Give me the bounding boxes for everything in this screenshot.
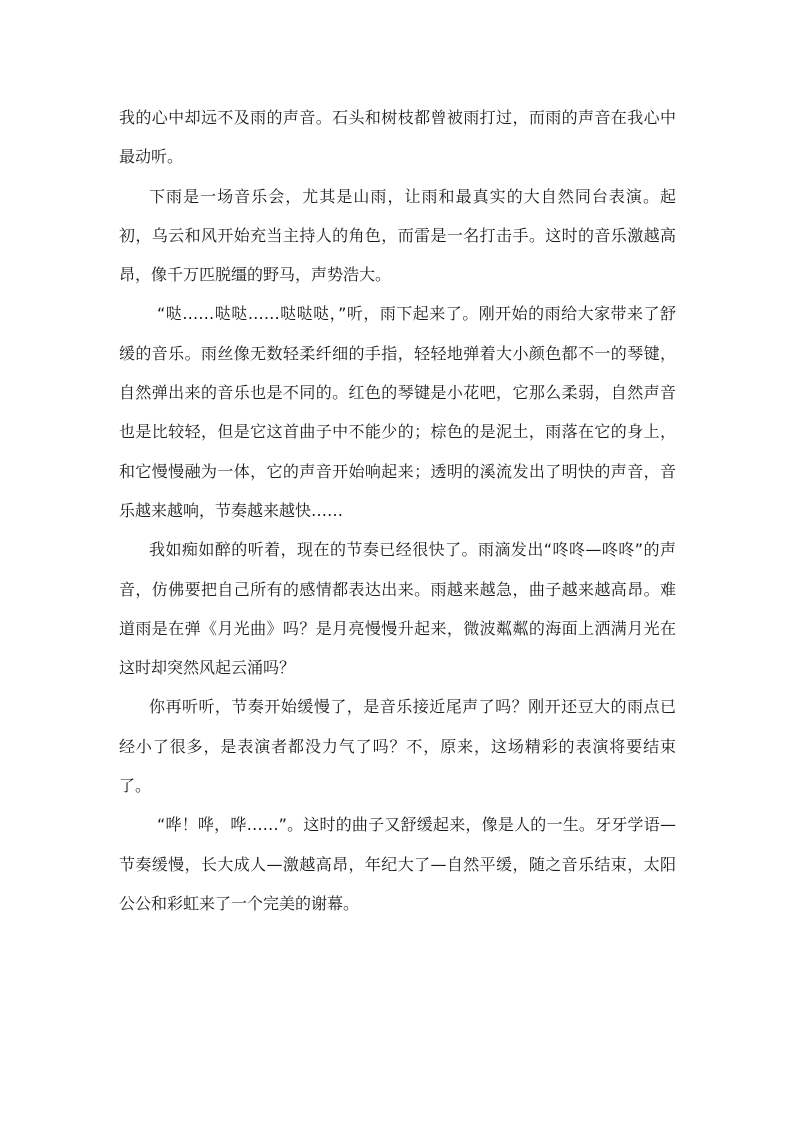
document-body [119,98,676,923]
paragraph-4: 我如痴如醉的听着，现在的节奏已经很快了。雨滴发出“咚咚—咚咚”的声音，仿佛要把自己所有的感情都表达出来。雨越来越急，曲子越来越高昂。难道雨是在弹《月光曲》吗？是月亮慢慢升起来，微波粼粼的海面上洒满月光在这时却突然风起云涌吗？ [119,540,676,678]
paragraph-1: 我的心中却远不及雨的声音。石头和树枝都曾被雨打过，而雨的声音在我心中最动听。 [119,108,676,167]
paragraph-6: “哗！哗，哗……”。这时的曲子又舒缓起来，像是人的一生。牙牙学语—节奏缓慢，长大成人—激越高昂，年纪大了—自然平缓，随之音乐结束，太阳公公和彩虹来了一个完美的谢幕。 [119,815,676,913]
paragraph-3: “哒……哒哒……哒哒哒，”听，雨下起来了。刚开始的雨给大家带来了舒缓的音乐。雨丝像无数轻柔纤细的手指，轻轻地弹着大小颜色都不一的琴键，自然弹出来的音乐也是不同的。红色的琴键是小花吧，它那么柔弱，自然声音也是比较轻，但是它这首曲子中不能少的；棕色的是泥土，雨落在它的身上，和它慢慢融为一体，它的声音开始响起来；透明的溪流发出了明快的声音，音乐越来越响，节奏越来越快…… [119,304,676,520]
paragraph-2: 下雨是一场音乐会，尤其是山雨，让雨和最真实的大自然同台表演。起初，乌云和风开始充当主持人的角色，而雷是一名打击手。这时的音乐激越高昂，像千万匹脱缰的野马，声势浩大。 [119,186,676,285]
paragraph-5: 你再听听，节奏开始缓慢了，是音乐接近尾声了吗？刚开还豆大的雨点已经小了很多，是表演者都没力气了吗？不，原来，这场精彩的表演将要结束了。 [119,697,676,796]
